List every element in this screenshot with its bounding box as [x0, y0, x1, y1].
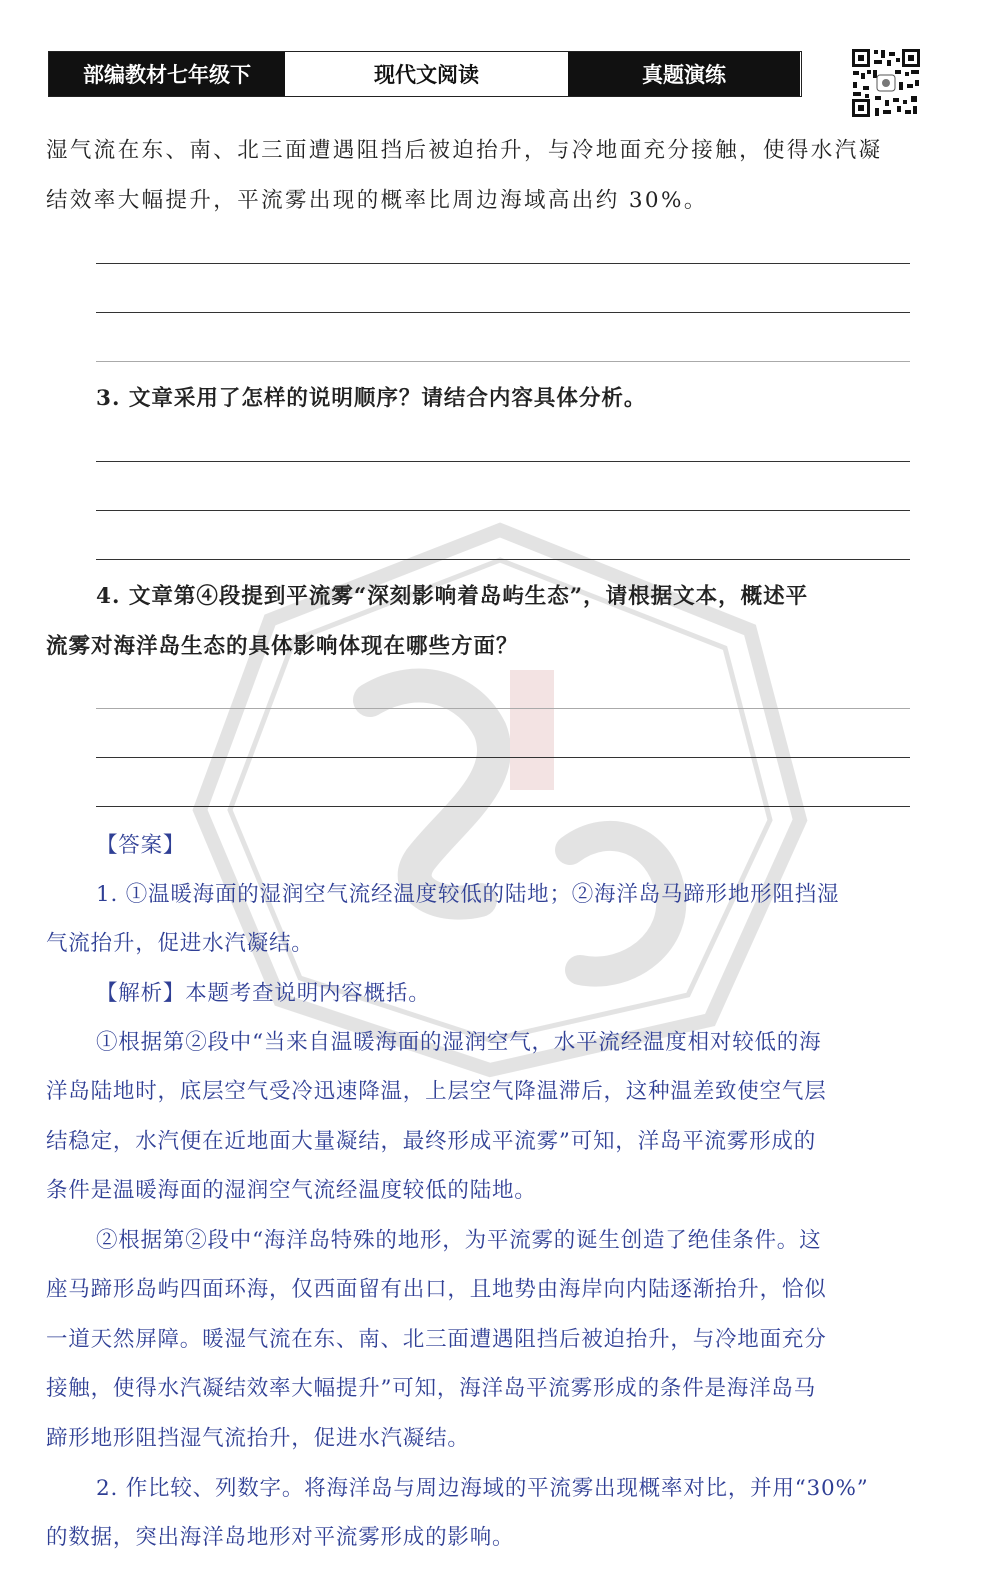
header-section: 真题演练: [568, 52, 800, 96]
answer-line: [96, 263, 910, 264]
analysis-p1-line-1: ①根据第②段中“当来自温暖海面的湿润空气，水平流经温度相对较低的海: [96, 1030, 822, 1055]
analysis-p2-line-4: 接触，使得水汽凝结效率大幅提升”可知，海洋岛平流雾形成的条件是海洋岛马: [46, 1376, 816, 1401]
answer-label: 【答案】: [96, 833, 186, 858]
analysis-p1-line-4: 条件是温暖海面的湿润空气流经温度较低的陆地。: [46, 1178, 537, 1203]
question-3: 3. 文章采用了怎样的说明顺序？请结合内容具体分析。: [96, 386, 647, 411]
header-subject: 现代文阅读: [285, 52, 568, 96]
answer-line: [96, 806, 910, 807]
header-bar: [48, 51, 802, 97]
answer-line: [96, 461, 910, 462]
answer-line: [96, 312, 910, 313]
intro-line-1: 湿气流在东、南、北三面遭遇阻挡后被迫抬升，与冷地面充分接触，使得水汽凝: [46, 138, 883, 163]
question-4-line-2: 流雾对海洋岛生态的具体影响体现在哪些方面？: [46, 634, 519, 659]
answer-line: [96, 757, 910, 758]
answer-2-line-2: 的数据，突出海洋岛地形对平流雾形成的影响。: [46, 1525, 515, 1550]
answer-2-line-1: 2. 作比较、列数字。将海洋岛与周边海域的平流雾出现概率对比，并用“30%”: [96, 1476, 869, 1501]
analysis-p1-line-3: 结稳定，水汽便在近地面大量凝结，最终形成平流雾”可知，洋岛平流雾形成的: [46, 1129, 816, 1154]
answer-1-line-2: 气流抬升，促进水汽凝结。: [46, 931, 314, 956]
analysis-p2-line-3: 一道天然屏障。暖湿气流在东、南、北三面遭遇阻挡后被迫抬升，与冷地面充分: [46, 1327, 827, 1352]
intro-line-2: 结效率大幅提升，平流雾出现的概率比周边海域高出约 30%。: [46, 188, 708, 213]
header-grade: 部编教材七年级下: [49, 52, 285, 96]
analysis-p2-line-1: ②根据第②段中“海洋岛特殊的地形，为平流雾的诞生创造了绝佳条件。这: [96, 1228, 822, 1253]
qr-code-icon[interactable]: [851, 48, 921, 118]
question-4-line-1: 4. 文章第④段提到平流雾“深刻影响着岛屿生态”，请根据文本，概述平: [96, 584, 809, 609]
analysis-p1-line-2: 洋岛陆地时，底层空气受冷迅速降温，上层空气降温滞后，这种温差致使空气层: [46, 1079, 827, 1104]
answer-1-line-1: 1. ①温暖海面的湿润空气流经温度较低的陆地；②海洋岛马蹄形地形阻挡湿: [96, 882, 840, 907]
answer-line: [96, 559, 910, 560]
analysis-heading: 【解析】本题考查说明内容概括。: [96, 981, 431, 1006]
analysis-p2-line-2: 座马蹄形岛屿四面环海，仅西面留有出口，且地势由海岸向内陆逐渐抬升，恰似: [46, 1277, 827, 1302]
answer-line: [96, 510, 910, 511]
answer-line: [96, 361, 910, 362]
answer-line: [96, 708, 910, 709]
analysis-p2-line-5: 蹄形地形阻挡湿气流抬升，促进水汽凝结。: [46, 1426, 470, 1451]
